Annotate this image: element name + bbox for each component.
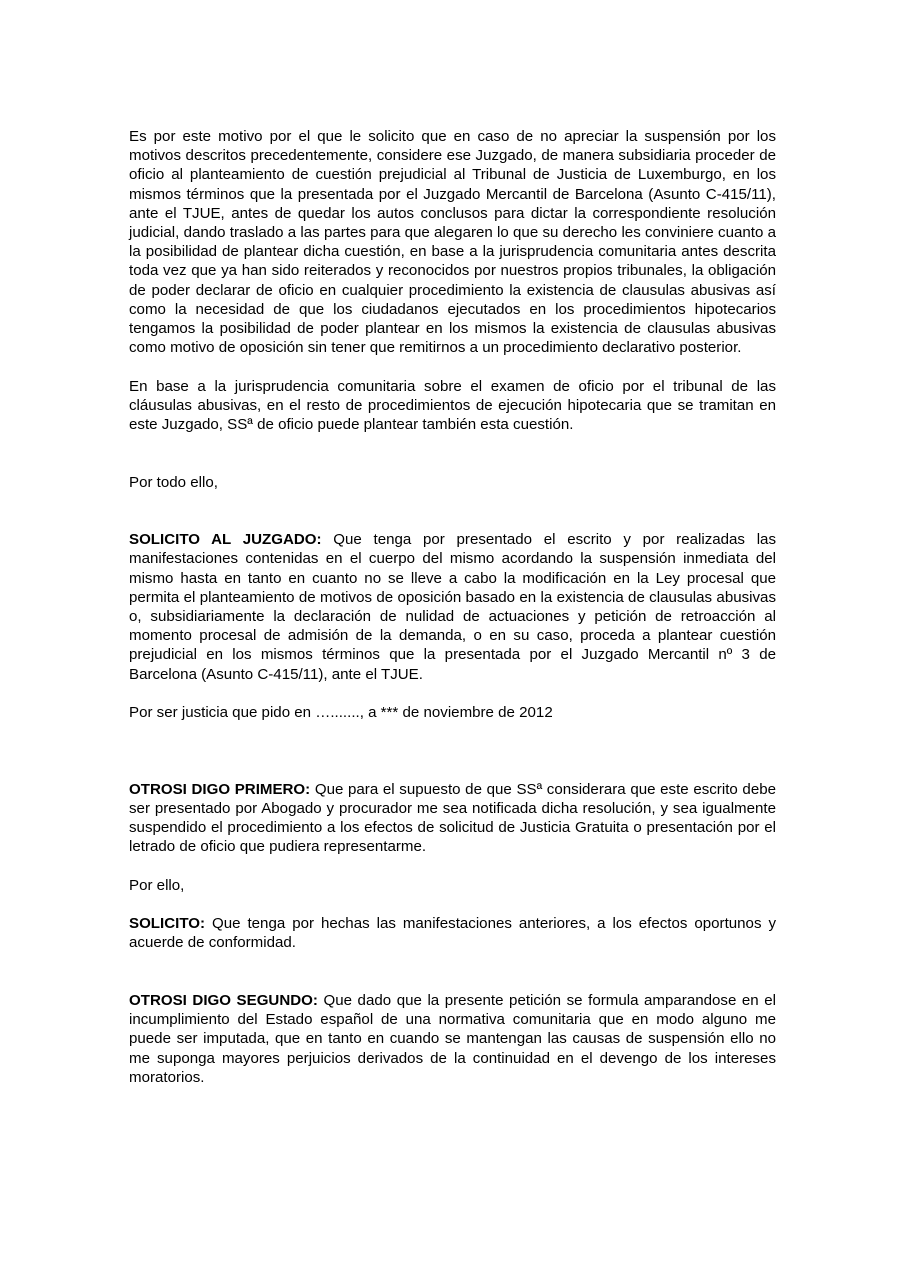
paragraph-por-todo-ello: Por todo ello, bbox=[129, 473, 218, 491]
paragraph-otrosi-primero bbox=[129, 780, 776, 857]
paragraph-jurisprudence: En base a la jurisprudencia comunitaria sobre el examen de oficio por el tribunal de las cláusulas abusivas, en el resto de procedimientos de ejecución hipotecaria que se tramitan en este Juzgado, SSª de oficio puede plantear también esta cuestión. bbox=[129, 377, 776, 434]
solicito-label: SOLICITO: bbox=[129, 915, 206, 933]
paragraph-por-ello: Por ello, bbox=[129, 876, 185, 894]
paragraph-solicito bbox=[129, 914, 776, 952]
document-page bbox=[129, 127, 776, 1087]
otrosi-segundo-text: Que dado que la presente petición se formula amparandose en el incumplimiento del Estado español de una normativa comunitaria que en modo alguno me puede ser imputada, que en tanto en cuando se mantengan las causas de suspensión ello no me suponga mayores perjuicios derivados de la continuidad en el devengo de los intereses moratorios. bbox=[129, 992, 776, 1086]
otrosi-primero-text: Que para el supuesto de que SSª considerara que este escrito debe ser presentado por Abogado y procurador me sea notificada dicha resolución, y sea igualmente suspendido el procedimiento a los efectos de solicitud de Justicia Gratuita o presentación por el letrado de oficio que pudiera representarme. bbox=[129, 780, 777, 856]
paragraph-solicito-al-juzgado bbox=[129, 530, 776, 684]
paragraph-suspension-request: Es por este motivo por el que le solicito que en caso de no apreciar la suspensión por los motivos descritos precedentemente, considere ese Juzgado, de manera subsidiaria proceder de oficio al planteamiento de cuestión prejudicial al Tribunal de Justicia de Luxemburgo, en los mismos términos que la presentada por el Juzgado Mercantil de Barcelona (Asunto C-415/11), ante el TJUE, antes de quedar los autos conclusos para dictar la correspondiente resolución judicial, dando traslado a las partes para que alegaren lo que su derecho les conviniere cuanto a la posibilidad de plantear dicha cuestión, en base a la jurisprudencia comunitaria antes descrita toda vez que ya han sido reiterados y reconocidos por nuestros propios tribunales, la obligación de poder declarar de oficio en cualquier procedimiento la existencia de clausulas abusivas así como la necesidad de que los ciudadanos ejecutados en los procedimientos hipotecarios tengamos la posibilidad de poder plantear en los mismos la existencia de clausulas abusivas como motivo de oposición sin tener que remitirnos a un procedimiento declarativo posterior. bbox=[129, 128, 776, 357]
paragraph-date-line: Por ser justicia que pido en …......., a *** de noviembre de 2012 bbox=[129, 704, 553, 722]
solicito-al-juzgado-text: Que tenga por presentado el escrito y por realizadas las manifestaciones contenidas en el cuerpo del mismo acordando la suspensión inmediata del mismo hasta en tanto en cuanto no se lleve a cabo la modificación en la Ley procesal que permita el planteamiento de motivos de oposición basado en la existencia de clausulas abusivas o, subsidiariamente la declaración de nulidad de actuaciones y petición de retroacción al momento procesal de admisión de la demanda, o en su caso, proceda a plantear cuestión prejudicial en los mismos términos que la presentada por el Juzgado Mercantil nº 3 de Barcelona (Asunto C-415/11), ante el TJUE. bbox=[129, 531, 776, 683]
paragraph-otrosi-segundo bbox=[129, 991, 776, 1087]
solicito-al-juzgado-label: SOLICITO AL JUZGADO: bbox=[129, 531, 322, 549]
otrosi-segundo-label: OTROSI DIGO SEGUNDO: bbox=[129, 992, 318, 1010]
solicito-text: Que tenga por hechas las manifestaciones anteriores, a los efectos oportunos y acuerde de conformidad. bbox=[129, 915, 776, 952]
otrosi-primero-label: OTROSI DIGO PRIMERO: bbox=[129, 780, 311, 798]
